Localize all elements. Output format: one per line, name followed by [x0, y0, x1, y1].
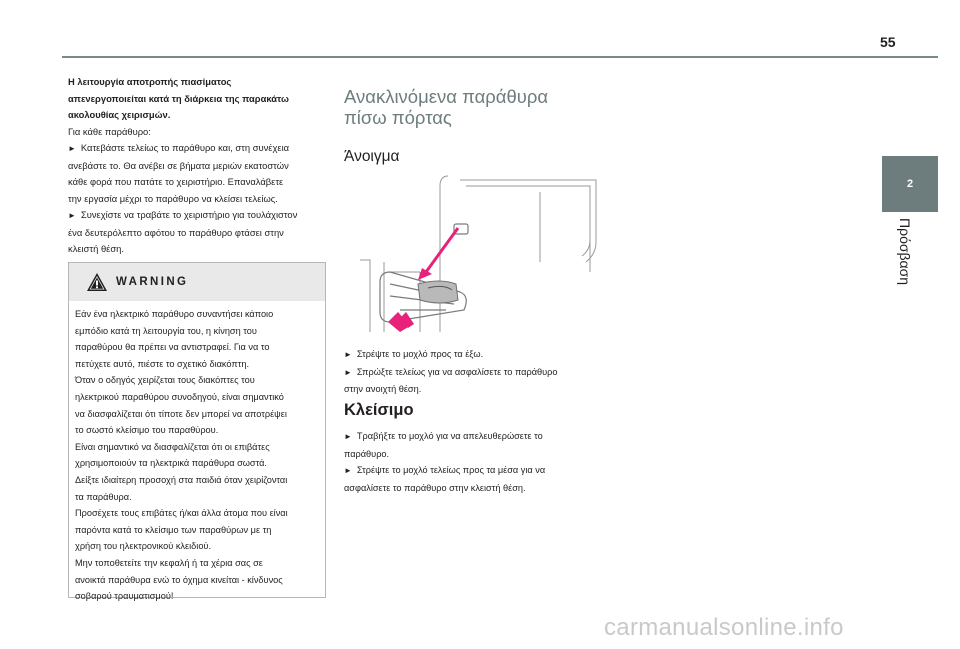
warning-line: Είναι σημαντικό να διασφαλίζεται ότι οι επιβάτες: [75, 441, 270, 452]
warning-line: Δείξτε ιδιαίτερη προσοχή στα παιδιά όταν χειρίζονται: [75, 474, 288, 485]
bullet-arrow-icon: ►: [68, 211, 76, 220]
bullet-arrow-icon: ►: [344, 432, 352, 441]
opening-heading: Άνοιγμα: [344, 148, 400, 165]
step-line: Στρέψτε το μοχλό τελείως προς τα μέσα για να: [356, 465, 546, 475]
chapter-title-text: Πρόσβαση: [897, 218, 913, 286]
step-line: ένα δευτερόλεπτο αφότου το παράθυρο φτάσει στην: [68, 226, 284, 238]
step-line: Κατεβάστε τελείως το παράθυρο και, στη συνέχεια: [80, 142, 290, 153]
step-line: Τραβήξτε το μοχλό για να απελευθερώσετε το: [356, 431, 543, 441]
warning-line: ανοικτά παράθυρα ενώ το όχημα κινείται - κίνδυνος: [75, 574, 283, 585]
watermark: carmanualsonline.info: [604, 614, 844, 641]
intro-line: απενεργοποιείται κατά τη διάρκεια της παρακάτω: [68, 92, 289, 104]
warning-header: [69, 263, 325, 301]
header-rule: [62, 56, 938, 58]
warning-line: Προσέχετε τους επιβάτες ή/και άλλα άτομα που είναι: [75, 508, 288, 519]
bullet-arrow-icon: ►: [344, 350, 352, 359]
chapter-tab[interactable]: [882, 156, 938, 212]
step-line: την εργασία μέχρι το παράθυρο να κλείσει τελείως.: [68, 192, 278, 204]
section-title: [344, 86, 604, 128]
bullet-arrow-icon: ►: [344, 367, 352, 377]
page-number: 55: [880, 34, 896, 50]
step-line: στην ανοιχτή θέση.: [344, 384, 422, 394]
step-2: [68, 207, 326, 258]
section-title-line: Ανακλινόμενα παράθυρα: [344, 86, 549, 107]
warning-line: πετύχετε αυτό, πιέστε το σχετικό διακόπτη.: [75, 358, 250, 369]
left-column: [68, 74, 326, 258]
warning-line: Εάν ένα ηλεκτρικό παράθυρο συναντήσει κάποιο: [75, 309, 274, 319]
opening-steps: [344, 346, 602, 398]
warning-line: παραθύρου θα πρέπει να αντιστραφεί. Για να το: [75, 342, 270, 353]
warning-line: να διασφαλίζεται ότι τίποτε δεν μπορεί να αποτρέψει: [75, 408, 287, 419]
warning-line: σοβαρού τραυματισμού!: [75, 591, 174, 602]
step-line: κλειστή θέση.: [68, 243, 124, 254]
warning-line: χρήση του ηλεκτρονικού κλειδιού.: [75, 541, 212, 552]
section-title-line: πίσω πόρτας: [344, 107, 452, 128]
step-line: Σπρώξτε τελείως για να ασφαλίσετε το παράθυρο: [356, 366, 558, 377]
chapter-title: [895, 218, 915, 308]
intro-line: Η λειτουργία αποτροπής πιασίματος: [68, 76, 232, 87]
warning-line: τα παράθυρα.: [75, 491, 132, 502]
step-1: [68, 140, 326, 207]
warning-box: [68, 262, 326, 602]
warning-line: Όταν ο οδηγός χειρίζεται τους διακόπτες του: [75, 375, 255, 386]
for-each-label: Για κάθε παράθυρο:: [68, 125, 151, 137]
warning-title: WARNING: [116, 276, 189, 288]
warning-line: παρόντα κατά το κλείσιμο των παραθύρων με τη: [75, 524, 272, 535]
warning-line: εμπόδιο κατά τη λειτουργία του, η κίνηση του: [75, 325, 257, 336]
closing-steps: [344, 428, 602, 496]
step-line: Συνεχίστε να τραβάτε το χειριστήριο για τουλάχιστον: [80, 209, 298, 220]
step-line: παράθυρο.: [344, 448, 390, 459]
bullet-arrow-icon: ►: [344, 466, 352, 475]
bullet-arrow-icon: ►: [68, 144, 76, 153]
closing-heading: Κλείσιμο: [344, 401, 414, 419]
warning-line: χρησιμοποιούν τα ηλεκτρικά παράθυρα σωστά.: [75, 458, 267, 469]
warning-line: το σωστό κλείσιμο του παραθύρου.: [75, 425, 219, 436]
chapter-number: 2: [906, 178, 914, 190]
intro-line: ακολουθίας χειρισμών.: [68, 109, 171, 120]
warning-line: ηλεκτρικού παραθύρου συνοδηγού, είναι σημαντικό: [75, 391, 284, 402]
step-line: κάθε φορά που πατάτε το χειριστήριο. Επαναλάβετε: [68, 176, 284, 187]
step-line: ανεβάστε το. Θα ανέβει σε βήματα μεριών εκατοστών: [68, 159, 289, 171]
step-line: ασφαλίσετε το παράθυρο στην κλειστή θέση.: [344, 482, 526, 493]
step-line: Στρέψτε το μοχλό προς τα έξω.: [356, 349, 484, 359]
rear-window-latch-illustration: [360, 172, 602, 332]
warning-line: Μην τοποθετείτε την κεφαλή ή τα χέρια σας σε: [75, 557, 263, 568]
warning-triangle-icon: [86, 272, 108, 292]
warning-body: [69, 301, 325, 605]
